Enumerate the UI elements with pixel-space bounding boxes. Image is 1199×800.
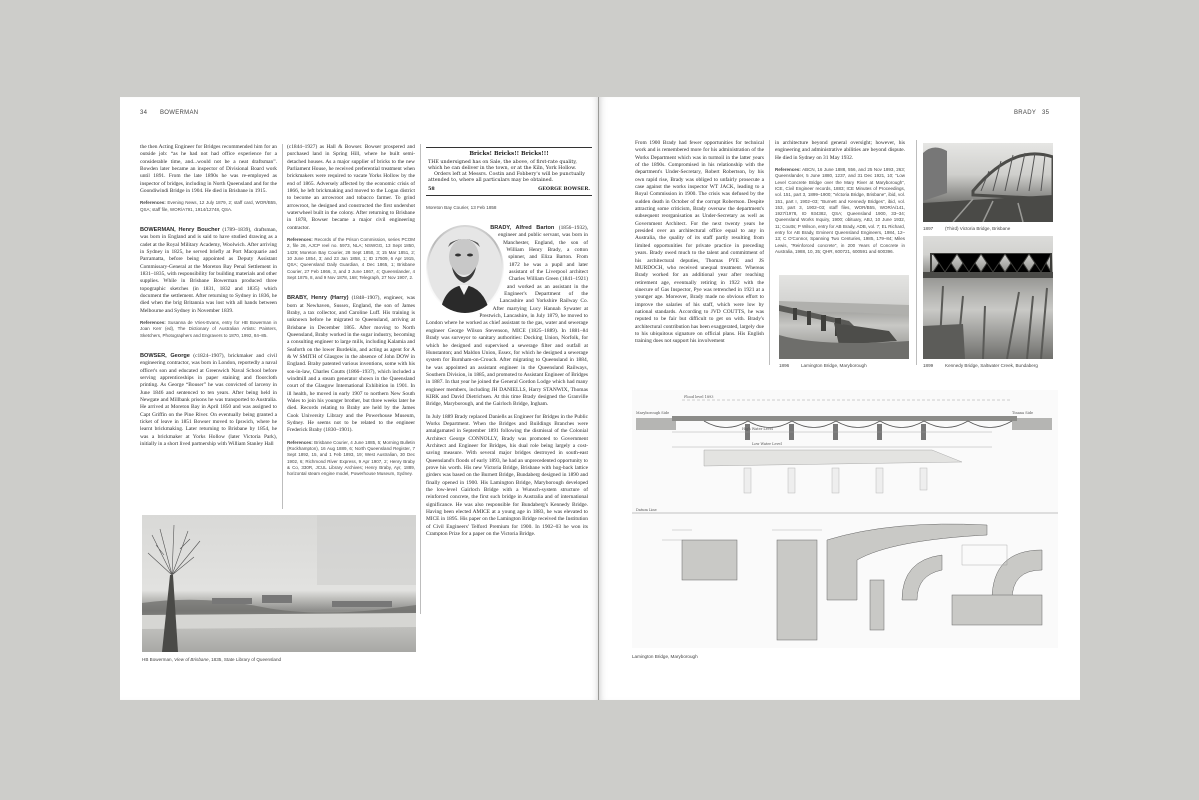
references-brady: References: ABCN, 16 June 1888, 556, and 25 Nov 1893, 263; Queenslander, 5 June 1880, 1237, and 31 Dec 1921, 10; “Low Level Concrete Bridge over the Mary River at Maryborough”, ICE, Civil Engineer records, 1883; ICE Minutes of Proceedings, vol. 151, part 3, 1899–1900; “Victoria Bridge, Brisbane”, ibid, vol. 151, part I, 1902–03; “Burnett and Kennedy Bridges”, ibid, vol. 153, part 3, 1902–03; staff files, WOR/B55, WOR/A/141, 1927/1978, ID 934382, QSA; Queensland 1900, 33–34; Queensland Works Inquiry, 1900; obituary, ABJ, 10 June 1932, 11; Coutts; P Wilson, entry for AB Brady, ADB, vol. 7; EL Richard, entry for AB Brady, Eminent Queensland Engineers, 1984, 12–13; C O'Connor, Spanning Two Centuries, 1985, 179–84; Miles Lewis, “Reinforced concrete”, in 200 Years of Concrete in Australia, 1988, 10, 35; QHR, 600721, 600591 and 600396. [775,167,905,254]
left-column-1 [140,144,277,501]
svg-text:High Water Level: High Water Level [742,427,773,431]
advert-body-2: Orders left at Messrs. Costin and Fobbery's will be punctually attended to, where all particulars may be obtained. [428,172,585,183]
lamington-bridge-engineering-drawing [632,390,1058,648]
page-number-right: 35 [1042,110,1050,116]
right-page [599,97,1080,700]
continuation-text: the then Acting Engineer for Bridges recommended him for an outside job: “as he had not had office experience for a considerable time, and...would not be a neat draftsman”. Bowden later became an inspector of Divisional Board work until 1891. From the late 1890s he was re-employed as inspector of bridges, including in North Queensland and for the Goondiwindi Bridge in 1904. He died in Brisbane in 1915. [140,144,277,195]
advert-signature: GEORGE BOWSER. [538,186,590,192]
left-page [120,97,599,700]
view-of-brisbane-sketch [142,515,416,652]
running-head-left: BOWERMAN [160,110,199,116]
svg-text:Low Water Level: Low Water Level [752,442,782,446]
column-rule [769,140,770,365]
svg-text:Tinana Side: Tinana Side [1012,411,1034,415]
column-rule [916,140,917,365]
advert-title: Bricks! Bricks!! Bricks!!! [469,151,549,157]
entry-brady-text: engineer and public servant, was born in Manchester, England, the son of William Henry Brady, a cotton spinner, and Eliza Barton. From 1872 he was a pupil and later assistant of the Liverpool architect Charles William Green (1841–1921) and worked as an assistant in the Engineer's Department of the Lancashire and Yorkshire Railway Co. After marrying Lucy Hannah Sywater at Prestwich, Lancashire, in July 1879, he moved to London where he worked as chief assistant to the gas, water and sewerage engineer George Wilson Stevenson, MICE (1825–1889). In 1881–84 Brady was surveyor to sanitary authorities: Docking Union, Norfolk, for which he designed and supervised a sewerage filter and outfall at Hunstanton; and Maldon Union, Essex, for which he designed a sewerage system for Burnham-on-Crouch. After migrating to Queensland in 1884, he was appointed an assistant engineer in the Queensland Railways, Southern Division, in 1885, and promoted to Assistant Engineer of Bridges in 1887. In that year he joined the General Gordon Lodge which had many engineer members, including JH DANIELLS, Harry STANWIX, Thomas KIRK and David Dietrichsen. At this time Brady designed the Granville Bridge, Maryborough, and the Gairloch Bridge, Ingham. [426,232,588,408]
drawing-caption: Lamington Bridge, Maryborough [632,654,698,659]
entry-bowerman: BOWERMAN, Henry Boucher (1789–1839), draftsman, was born in England and is said to have studied drawing as a cadet at the Royal Military Academy, Woolwich. After arriving in Sydney in 1825, he served briefly at Port Macquarie and Parramatta, before being appointed as Deputy Assistant Commissary-General at the Moreton Bay Penal Settlement in 1831–1835, with responsibility for building materials and other supplies. While in Brisbane Bowerman produced three topographic sketches (in 1831, 1832 and 1835) which document the settlement. After returning to Sydney in 1836, he died when the brig Britannia was lost with all hands between Melbourne and Sydney in November 1839. [140,227,277,314]
brady-portrait [426,225,504,313]
kennedy-bridge-photo [923,236,1053,359]
right-column-2 [775,140,905,280]
page-number-left: 34 [140,110,148,116]
entry-brady-text-2: In July 1889 Brady replaced Daniells as Engineer for Bridges in the Public Works Department. When the Bridges and Buildings Branches were amalgamated in September 1891 following the dismissal of the Colonial Architect George CONNOLLY, Brady was promoted to Government Architect and Engineer for Bridges, his dual role being largely a cost-saving measure. With several major bridges destroyed in south-east Queensland's floods of early 1893, he had an unprecedented opportunity to prove his worth. His new Victoria Bridge, Brisbane with hog-back lattice girders was based on the Burnett Bridge, Bundaberg designed in 1890 and finally opened in 1900. His Lamington Bridge, Maryborough developed the low-level Gairloch Bridge with a Wunsch-system structure of reinforced concrete, the first such bridge in Australia and of international significance. He was also responsible for Bundaberg's Kennedy Bridge. Having been elected AMICE at a young age in 1883, he was elevated to MICE in 1895. His paper on the Lamington Bridge received the Institution of Civil Engineers' Telford Premium for 1900. In 1902–03 he won its Crampton Prize for a paper on the Victoria Bridge. [426,413,588,538]
svg-text:Maryborough Side: Maryborough Side [636,411,670,415]
sketch-caption: HB Bowerman, View of Brisbane, 1835, State Library of Queensland [142,657,282,662]
advert-body: THE undersigned has on Sale, the above, of first-rate quality, which he can deliver in the town, or at the Kiln, York Hollow. [428,160,577,171]
references-bowser: References: Records of the Prison Commission, series PCOM 2, file 26, AJCP reel no. 5973, NLA; NSWGG, 13 Sept 1850, 1429; Moreton Bay Courier, 28 Sept 1850, 3; 15 Mar 1851, 2; 10 June 1854, 3; and 23 Jan 1858, 1; ID 17509, 6 Apr 1915, QSA; Queensland Daily Guardian, 4 Dec 1865, 1; Brisbane Courier, 27 Feb 1866, 3, and 3 June 1867, 4; Queenslander, 4 Sept 1875, 8, and 9 Nov 1878, 168; Telegraph, 27 Nov 1907, 2. [287,237,415,280]
running-head-right: BRADY [1014,110,1037,116]
lamington-bridge-photo [779,275,909,359]
kennedy-photo-caption: 1899 Kennedy Bridge, Saltwater Creek, Bundaberg [923,363,1038,368]
references-bowerman: References: Susanna de Vries-Evans, entry for HB Bowerman in Joan Kerr (ed), The Dictionary of Australian Artists: Painters, Sketchers, Photographers and Engravers to 1870, 1992, 84–85. [140,320,277,338]
advert-caption: Moreton Bay Courier, 13 Feb 1858 [426,205,497,210]
continuation-text: (c1844–1927) as Hall & Bowser. Bowser prospered and purchased land in Spring Hill, where he built semi-detached houses. As a major supplier of bricks to the new Parliament House, he received preferential treatment when brickmakers were required to vacate Yorks Hollow by the end of 1865. Adversely affected by the economic crisis of 1866, he left brickmaking and moved to the Logan district to become an arrowroot and tobacco farmer. To grind arrowroot, he designed and constructed the first undershot waterwheel built in the colony. After returning to Brisbane in 1878, Bowser became a major civil engineering contractor. [287,144,415,231]
column-rule [282,144,283,509]
svg-text:Flood level 1893: Flood level 1893 [684,395,714,399]
column-rule [420,144,421,614]
entry-bowser: BOWSER, George (c1824–1907), brickmaker and civil engineering contractor, was born in London, reportedly a naval officer's son and educated at Greenwich Naval School before serving apprenticeships in paper staining and floorcloth printing. As George “Bouser” he was convicted of larceny in June 1846 and sentenced to ten years. After being held in Newgate and Millbank prisons he was transported to Australia. He arrived at Moreton Bay in April 1850 and was assigned to Capt Griffin on the Pine River. On eventually being granted a ticket of leave in 1851 Bowser moved to Ipswich, where he learnt brickmaking. Later returning to Brisbane by 1854, he was a brickmaker at Yorks Hollow (later Victoria Park), initially in a short lived partnership with William Stanley Hall [140,353,277,448]
entry-brady-name: BRADY, Alfred Barton [490,225,555,231]
left-column-3: BRADY, Alfred Barton (1856–1932), engineer and public servant, was born in Manchester, England, the son of William Henry Brady, a cotton spinner, and Eliza Barton. From 1872 he was a pupil and later assistant of the Liverpool architect Charles William Green (1841–1921) and worked as an assistant in the Engineer's Department of the Lancashire and Yorkshire Railway Co. After marrying Lucy Hannah Sywater at Prestwich, Lancashire, in July 1879, he moved to London where he worked as chief assistant to the gas, water and sewerage engineer George Wilson Stevenson, MICE (1825–1889). In 1881–84 Brady was surveyor to sanitary authorities: Docking Union, Norfolk, for which he designed and supervised a sewerage filter and outfall at Hunstanton; and Maldon Union, Essex, for which he designed a sewerage system for Burnham-on-Crouch. After migrating to Queensland in 1884, he was appointed an assistant engineer in the Queensland Railways, Southern Division, in 1885, and promoted to Assistant Engineer of Bridges in 1887. In that year he joined the General Gordon Lodge which had many engineer members, including JH DANIELLS, Harry STANWIX, Thomas KIRK and David Dietrichsen. At this time Brady designed the Granville Bridge, Maryborough, and the Gairloch Bridge, Ingham. In July 1889 Brady replaced Daniells as Engineer for Bridges in the Public Works Department. When the Bridges and Buildings Branches were amalgamated in September 1891 following the dismissal of the Colonial Architect George CONNOLLY, Brady was promoted to Government Architect and Engineer for Bridges, his dual role being largely a cost-saving measure. With several major bridges destroyed in south-east Queensland's floods of early 1893, he had an unprecedented opportunity to prove his worth. His new Victoria Bridge, Brisbane with hog-back lattice girders was based on the Burnett Bridge, Bundaberg designed in 1890 and finally opened in 1900. His Lamington Bridge, Maryborough developed the low-level Gairloch Bridge with a Wunsch-system structure of reinforced concrete, the first such bridge in Australia and of international significance. He was also responsible for Bundaberg's Kennedy Bridge. Having been elected AMICE at a young age in 1883, he was elevated to MICE in 1895. His paper on the Lamington Bridge received the Institution of Civil Engineers' Telford Premium for 1900. In 1902–03 he won its Crampton Prize for a paper on the Victoria Bridge. [426,225,588,538]
victoria-bridge-photo [923,143,1053,222]
right-column-1 [635,140,764,355]
left-column-2 [287,144,415,501]
brady-continuation-2: in architecture beyond general oversight; however, his engineering and administrative abilities are beyond dispute. He died in Sydney on 31 May 1932. [775,140,905,161]
svg-text:Datum Line: Datum Line [636,508,657,512]
lamington-photo-caption: 1896 Lamington Bridge, Maryborough [779,363,867,368]
victoria-photo-caption: 1897 (Third) Victoria Bridge, Brisbane [923,226,1011,231]
brady-continuation: From 1900 Brady had fewer opportunities for technical work and is remembered more for his administration of the Works Department which was in turmoil in the latter years of the 1890s. Compromised in his relationship with the department's Under-Secretary, Robert Robertson, by his own rapid rise, Brady was obliged to unfairly prosecute a case against the works inspector WT JACK, leading to a Royal Commission in 1900. The crisis was defused by the sudden death in October of the corrupt Robertson. Despite attracting some criticism, Brady oversaw the department's subsequent reorganisation as Under-Secretary as well as Government Architect. For the next twenty years he presided over an architectural office equal to any in Australia, the quality of its staff partly resulting from limited opportunities for private practice in preceding years. Brady owed much to the talent and commitment of his architectural deputies, Thomas PYE and JS MURDOCH, who received unequal treatment. Whereas Brady worked for an additional year after reaching retirement age, eventually retiring in 1922 with the sinecure of Gas Inspector, Pye was retrenched in 1921 at a younger age. Moreover, Brady made no obvious effort to improve the salaries of his staff, which were low by national standards. According to JVD COUTTS, he was reputed to be fair but difficult to get on with. Brady's architectural contribution has been exaggerated, largely due to his ubiquitous signature on official plans. His English training does not support his involvement [635,140,764,345]
references-braby: References: Brisbane Courier, 4 June 1885, 5; Morning Bulletin (Rockhampton), 16 Aug 1889, 6; North Queensland Register, 7 Sept 1892, 15, and 1 Feb 1893, 19; West Australian, 30 Dec 1902, 6; Richmond River Express, 9 Apr 1907, 2; Henry Braby & Co, 330R, JCUL Library Archives; Henry Braby, Ayr, 1889, horizontal steam engine model, Powerhouse Museum, Sydney. [287,439,415,477]
references: References: Evening News, 12 July 1879, 2; staff card, WOR/B55, QSA; staff file, WOR/A791, 1914/12748, QSA. [140,200,277,212]
bricks-advertisement: Bricks! Bricks!! Bricks!!! THE undersigned has on Sale, the above, of first-rate quality, which he can deliver in the town, or at the Kiln, York Hollow. Orders left at Messrs. Costin and Fobbery's will be punctually attended to, where all particulars may be obtained. 58 GEORGE BOWSER. [426,147,592,196]
entry-braby: BRABY, Henry (Harry) (1848–1907), engineer, was born at Newhaven, Sussex, England, the son of James Braby, a tax collector, and Caroline Luff. His training is unknown before he migrated to Queensland, arriving at Brisbane in December 1865. After moving to North Queensland, Braby worked in the sugar industry, becoming a consulting engineer to large mills, including Kalamia and Seaforth on the lower Burdekin, and acting as agent for A & W SMITH of Glasgow in the absence of John DOW in England. Braby patented various inventions, some with his son-in-law, Charles Coutts (1866–1937), which included a windmill and a steam generator shown in the Queensland court of the Glasgow International Exhibition in 1901. In ill health, he moved in early 1907 to northern New South Wales to join his younger brother, but three weeks later he died. Records relating to Braby are held by the James Cook University Library and the Powerhouse Museum, Sydney. He seems not to be related to the engineer Frederick Braby (1830–1901). [287,295,415,434]
